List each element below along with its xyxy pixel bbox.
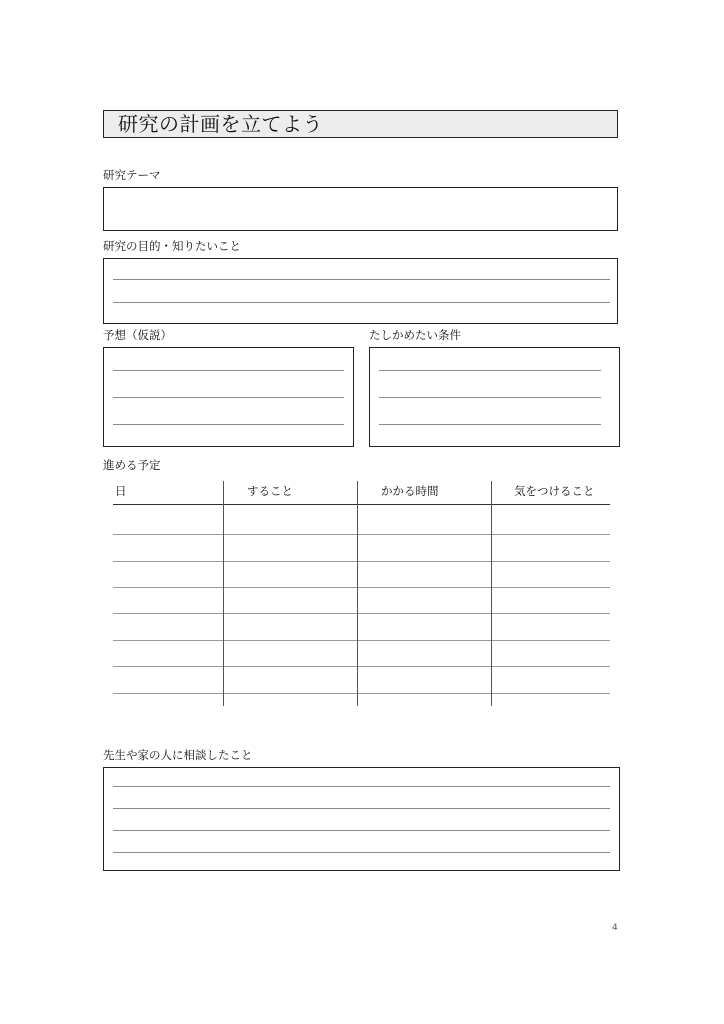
hypothesis-writing-line-1 [113, 370, 344, 371]
page-number: 4 [612, 923, 618, 933]
table-row[interactable] [113, 666, 610, 667]
purpose-writing-line-2 [113, 302, 610, 303]
column-header-duration: かかる時間 [381, 484, 439, 498]
column-header-cautions: 気をつけること [514, 484, 595, 498]
hypothesis-label: 予想（仮説） [103, 328, 172, 342]
conditions-writing-line-2 [379, 397, 601, 398]
table-row[interactable] [113, 561, 610, 562]
table-row[interactable] [113, 534, 610, 535]
table-row[interactable] [113, 693, 610, 694]
consultation-writing-line-2 [113, 808, 610, 809]
table-column-divider [491, 481, 492, 706]
title-box [103, 110, 618, 138]
purpose-field[interactable] [103, 258, 618, 324]
table-column-divider [223, 481, 224, 706]
table-column-divider [357, 481, 358, 706]
theme-label: 研究テーマ [103, 168, 161, 182]
column-header-date: 日 [115, 484, 127, 498]
table-row[interactable] [113, 587, 610, 588]
conditions-writing-line-1 [379, 370, 601, 371]
consultation-label: 先生や家の人に相談したこと [103, 748, 253, 762]
column-header-task: すること [247, 484, 293, 498]
table-header-rule [113, 504, 610, 505]
consultation-writing-line-4 [113, 852, 610, 853]
conditions-label: たしかめたい条件 [369, 328, 461, 342]
theme-field[interactable] [103, 187, 618, 231]
purpose-label: 研究の目的・知りたいこと [103, 239, 241, 253]
table-row[interactable] [113, 613, 610, 614]
consultation-field[interactable] [103, 767, 620, 871]
hypothesis-writing-line-2 [113, 397, 344, 398]
conditions-writing-line-3 [379, 424, 601, 425]
consultation-writing-line-1 [113, 786, 610, 787]
table-row[interactable] [113, 640, 610, 641]
page-title: 研究の計画を立てよう [118, 112, 323, 136]
hypothesis-writing-line-3 [113, 424, 344, 425]
purpose-writing-line-1 [113, 279, 610, 280]
schedule-label: 進める予定 [103, 458, 161, 472]
consultation-writing-line-3 [113, 830, 610, 831]
